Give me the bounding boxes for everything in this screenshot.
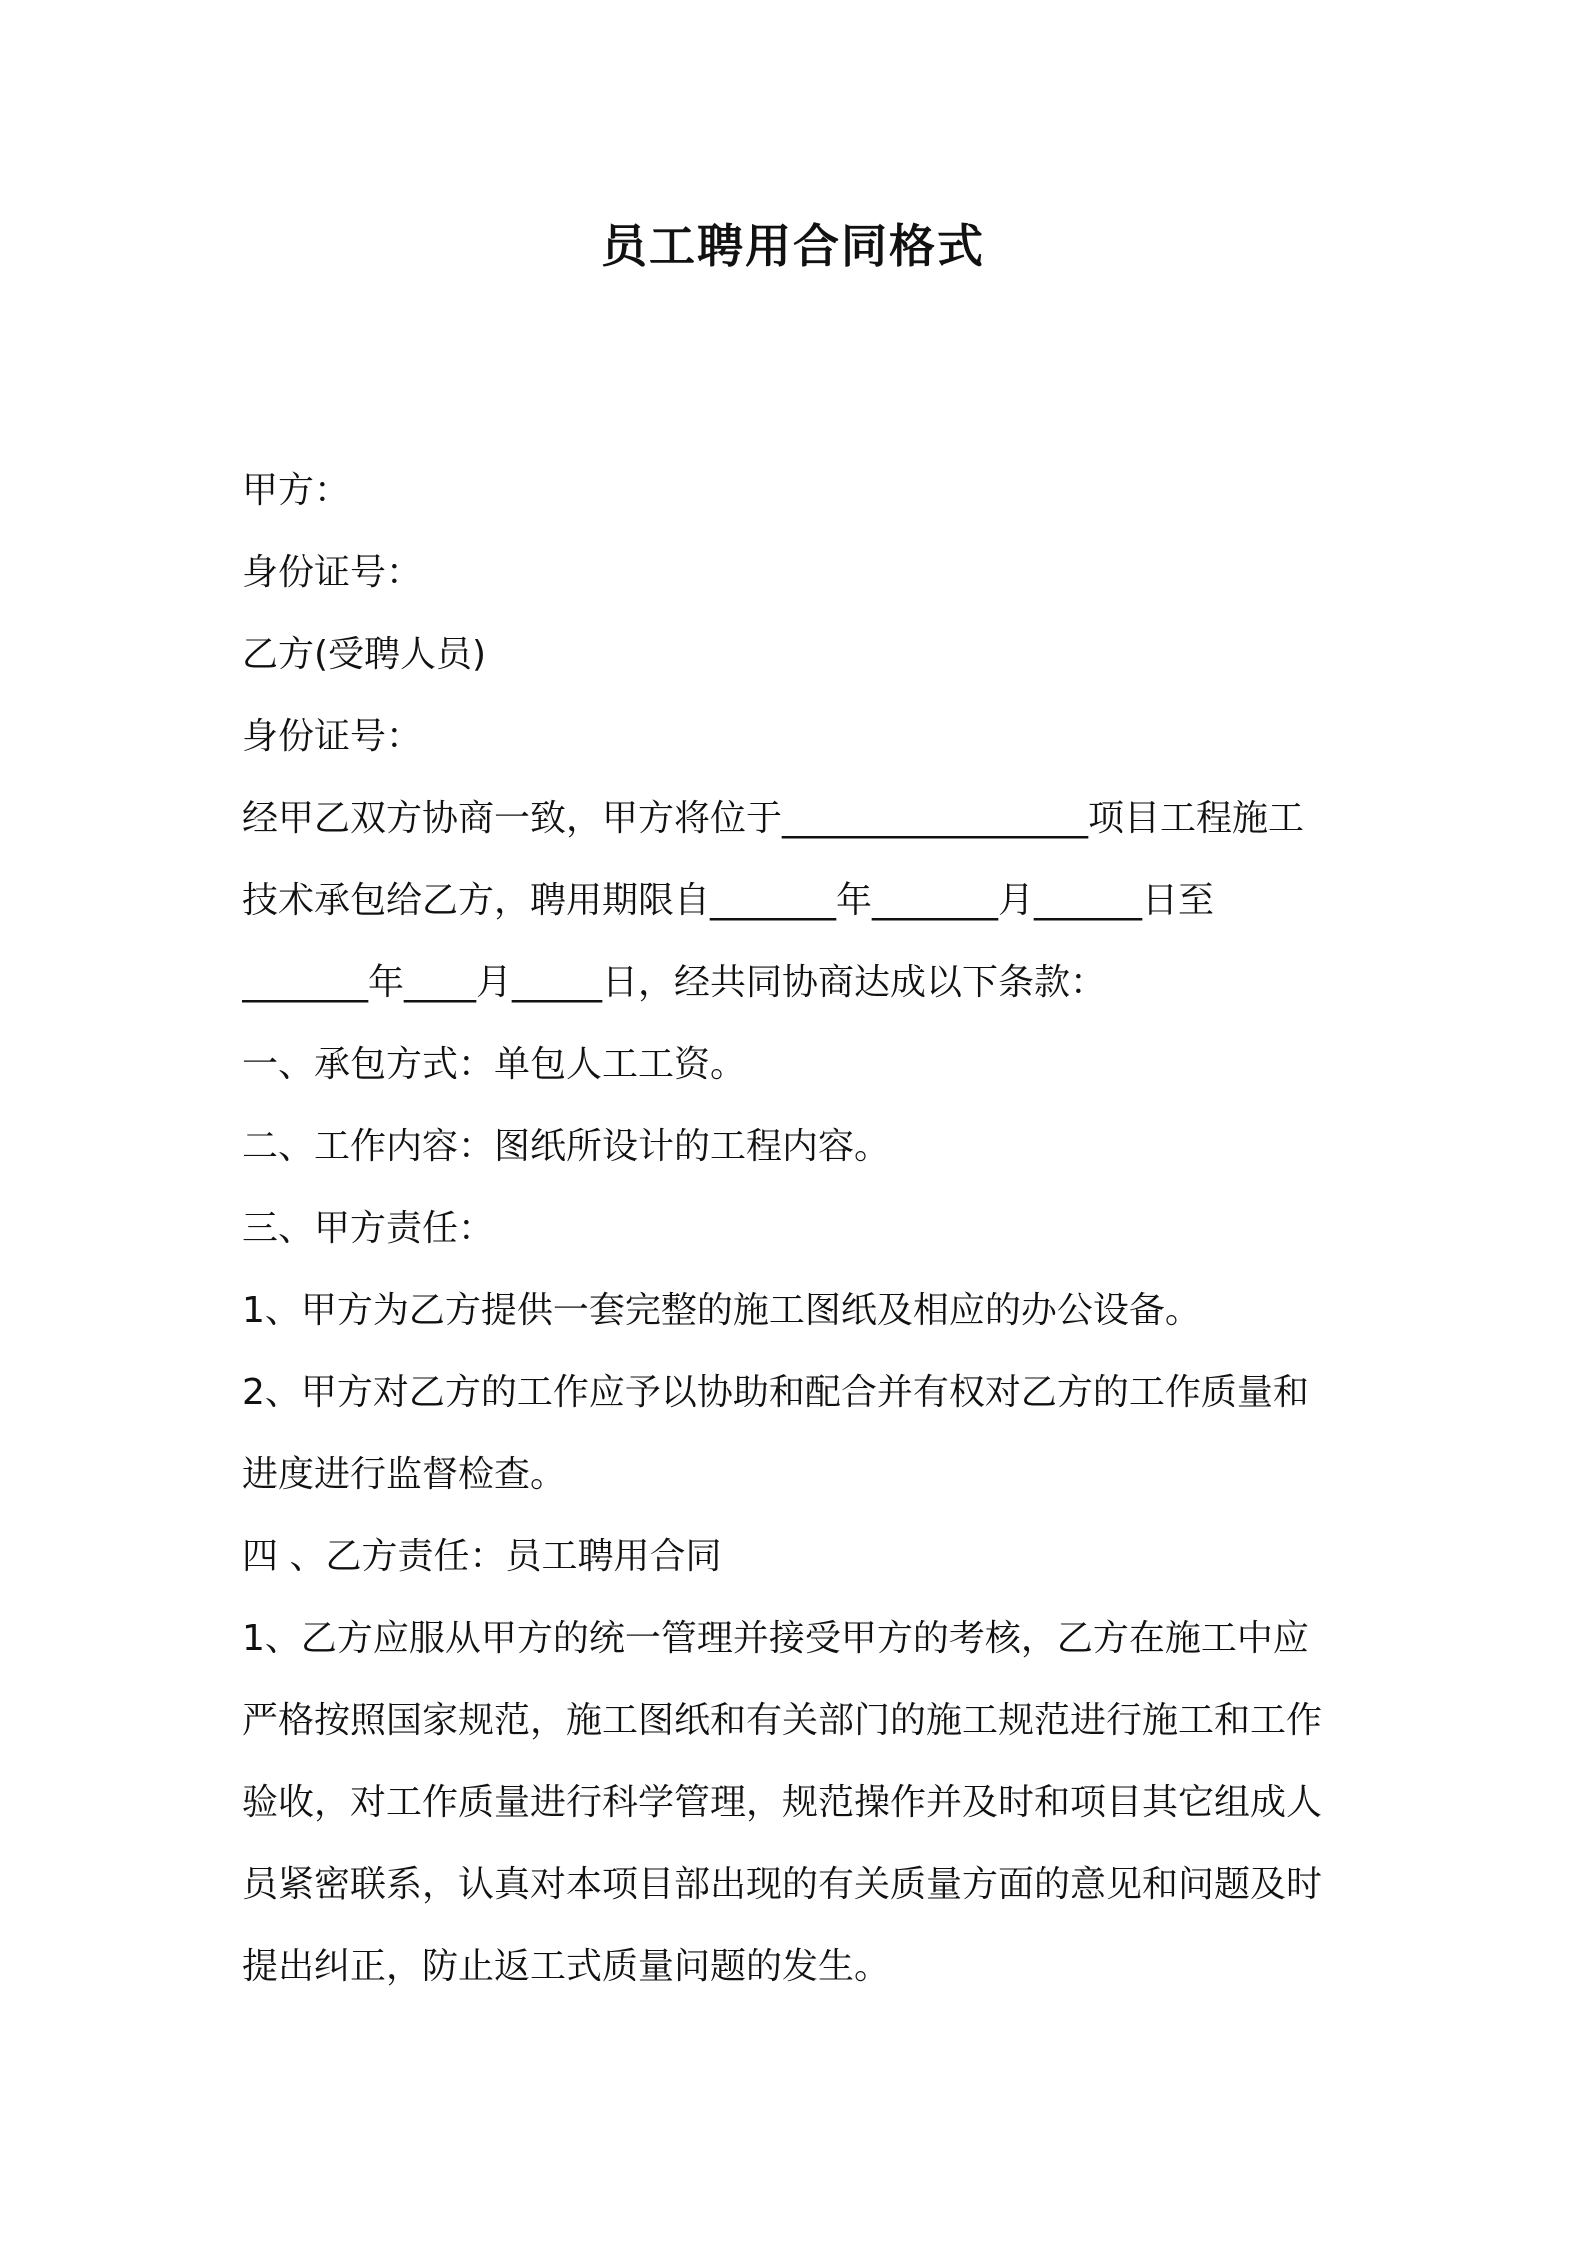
document-title: 员工聘用合同格式: [601, 219, 985, 273]
section-3-item-2-line-1: 2、甲方对乙方的工作应予以协助和配合并有权对乙方的工作质量和: [242, 1372, 1309, 1413]
section-4-heading: 四 、乙方责任：员工聘用合同: [242, 1536, 722, 1577]
party-b-id-line: 身份证号：: [242, 716, 423, 757]
section-3-heading: 三、甲方责任：: [242, 1208, 495, 1249]
section-1-line: 一、承包方式：单包人工工资。: [242, 1044, 747, 1085]
section-3-item-1: 1、甲方为乙方提供一套完整的施工图纸及相应的办公设备。: [242, 1290, 1201, 1331]
section-4-item-1-line-2: 严格按照国家规范，施工图纸和有关部门的施工规范进行施工和工作: [242, 1700, 1323, 1741]
section-4-item-1-line-5: 提出纠正，防止返工式质量问题的发生。: [242, 1946, 891, 1987]
document-body: [242, 450, 1360, 2008]
party-b-line: 乙方(受聘人员): [242, 634, 487, 675]
section-3-item-2-line-2: 进度进行监督检查。: [242, 1454, 567, 1495]
section-4-item-1-line-1: 1、乙方应服从甲方的统一管理并接受甲方的考核，乙方在施工中应: [242, 1618, 1309, 1659]
section-2-line: 二、工作内容：图纸所设计的工程内容。: [242, 1126, 891, 1167]
section-4-item-1-line-3: 验收，对工作质量进行科学管理，规范操作并及时和项目其它组成人: [242, 1782, 1323, 1823]
agreement-line-1: 经甲乙双方协商一致，甲方将位于_________________项目工程施工: [242, 798, 1305, 839]
agreement-line-3: _______年____月_____日，经共同协商达成以下条款：: [242, 962, 1107, 1003]
section-4-item-1-line-4: 员紧密联系，认真对本项目部出现的有关质量方面的意见和问题及时: [242, 1864, 1323, 1905]
party-a-line: 甲方：: [242, 470, 351, 511]
party-a-id-line: 身份证号：: [242, 552, 423, 593]
agreement-line-2: 技术承包给乙方，聘用期限自_______年_______月______日至: [242, 880, 1215, 921]
